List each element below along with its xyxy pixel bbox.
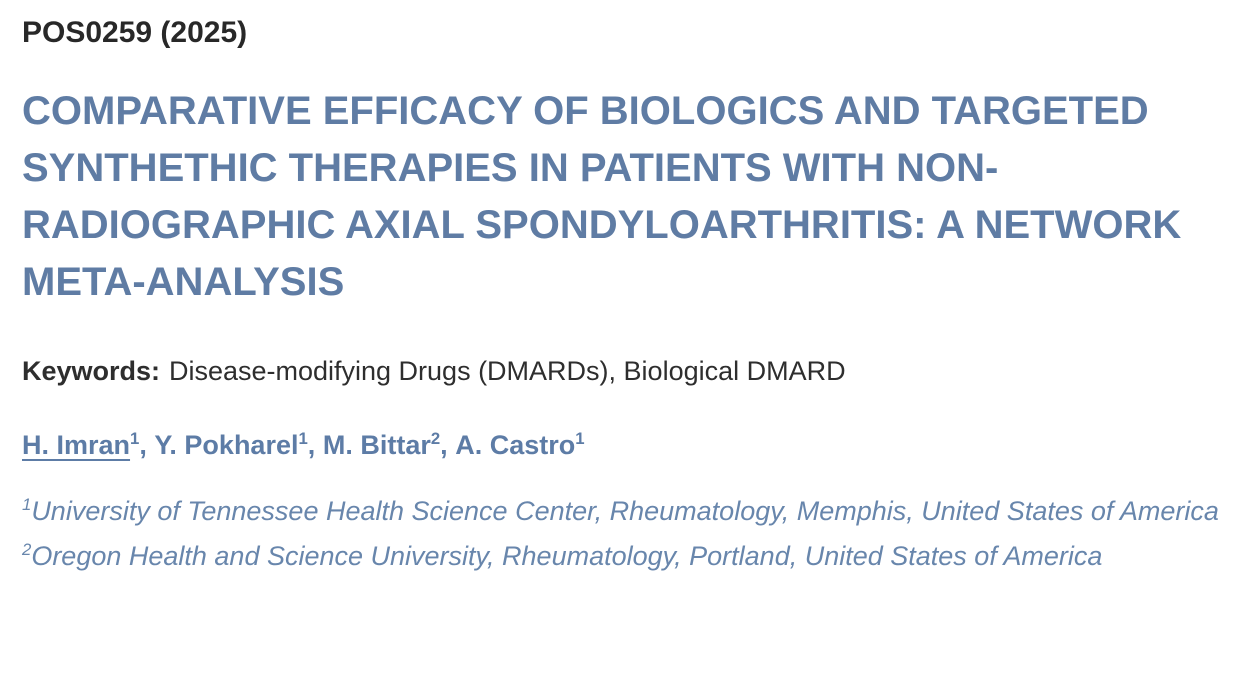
affiliation-ref: 2: [430, 428, 441, 448]
affiliation-text: Oregon Health and Science University, Rheumatology, Portland, United States of America: [31, 540, 1103, 571]
keywords-label: Keywords:: [22, 356, 161, 386]
abstract-id: POS0259 (2025): [22, 16, 248, 49]
author-separator: ,: [307, 429, 316, 460]
author-name: Y. Pokharel: [154, 429, 299, 460]
author: [154, 430, 322, 460]
affiliation-number: 2: [22, 539, 32, 559]
author: [323, 430, 455, 460]
keywords-line: [22, 355, 1233, 389]
author-list: [22, 429, 1233, 463]
author: [455, 430, 584, 460]
keywords-value: Disease-modifying Drugs (DMARDs), Biological DMARD: [168, 356, 846, 386]
affiliation-ref: 1: [130, 428, 140, 448]
author: [22, 430, 154, 460]
affiliation: [22, 489, 1233, 534]
author-separator: ,: [139, 429, 147, 460]
author-separator: ,: [440, 429, 448, 460]
abstract-title: COMPARATIVE EFFICACY OF BIOLOGICS AND TARGETED SYNTHETHIC THERAPIES IN PATIENTS WITH NON-RADIOGRAPHIC AXIAL SPONDYLOARTHRITIS: A NETWORK META-ANALYSIS: [22, 89, 1182, 304]
author-name: M. Bittar: [322, 429, 431, 460]
author-name: A. Castro: [455, 429, 576, 460]
affiliation-ref: 1: [575, 428, 585, 448]
affiliation-text: University of Tennessee Health Science Center, Rheumatology, Memphis, United States of America: [31, 495, 1219, 526]
affiliation-ref: 1: [298, 428, 308, 448]
affiliation-number: 1: [22, 494, 32, 514]
presenting-author-name: H. Imran: [22, 429, 131, 460]
affiliation: [22, 534, 1233, 579]
abstract-header: [22, 15, 1233, 579]
